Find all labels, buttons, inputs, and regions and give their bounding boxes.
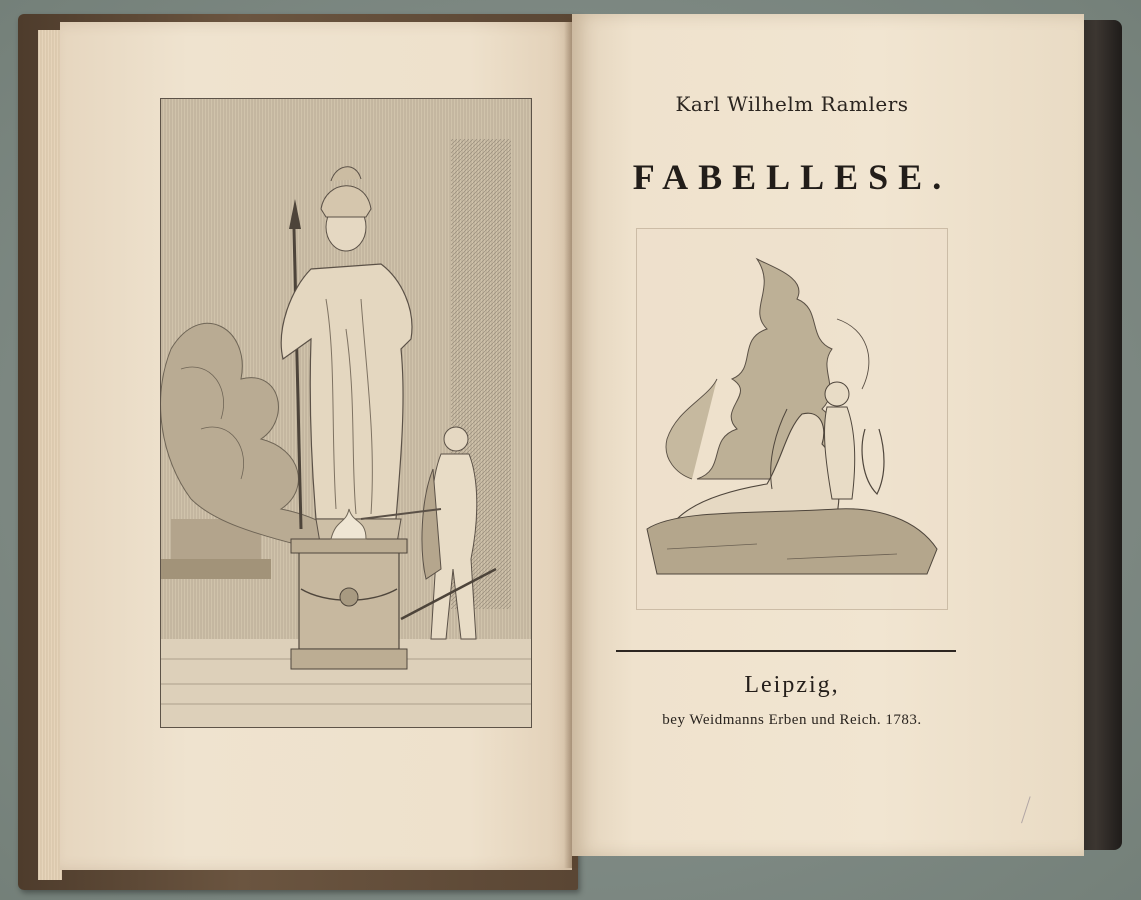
publication-place: Leipzig, bbox=[744, 672, 840, 698]
publisher-imprint: bey Weidmanns Erben und Reich. 1783. bbox=[662, 712, 922, 728]
title-rule bbox=[616, 650, 956, 652]
book-title: FABELLESE. bbox=[632, 157, 952, 197]
title-vignette bbox=[636, 228, 948, 610]
page-edges bbox=[38, 30, 62, 880]
vignette-illustration bbox=[637, 229, 947, 609]
frontispiece-engraving bbox=[160, 98, 532, 728]
frontispiece-illustration bbox=[161, 99, 531, 727]
author-line: Karl Wilhelm Ramlers bbox=[675, 92, 909, 116]
